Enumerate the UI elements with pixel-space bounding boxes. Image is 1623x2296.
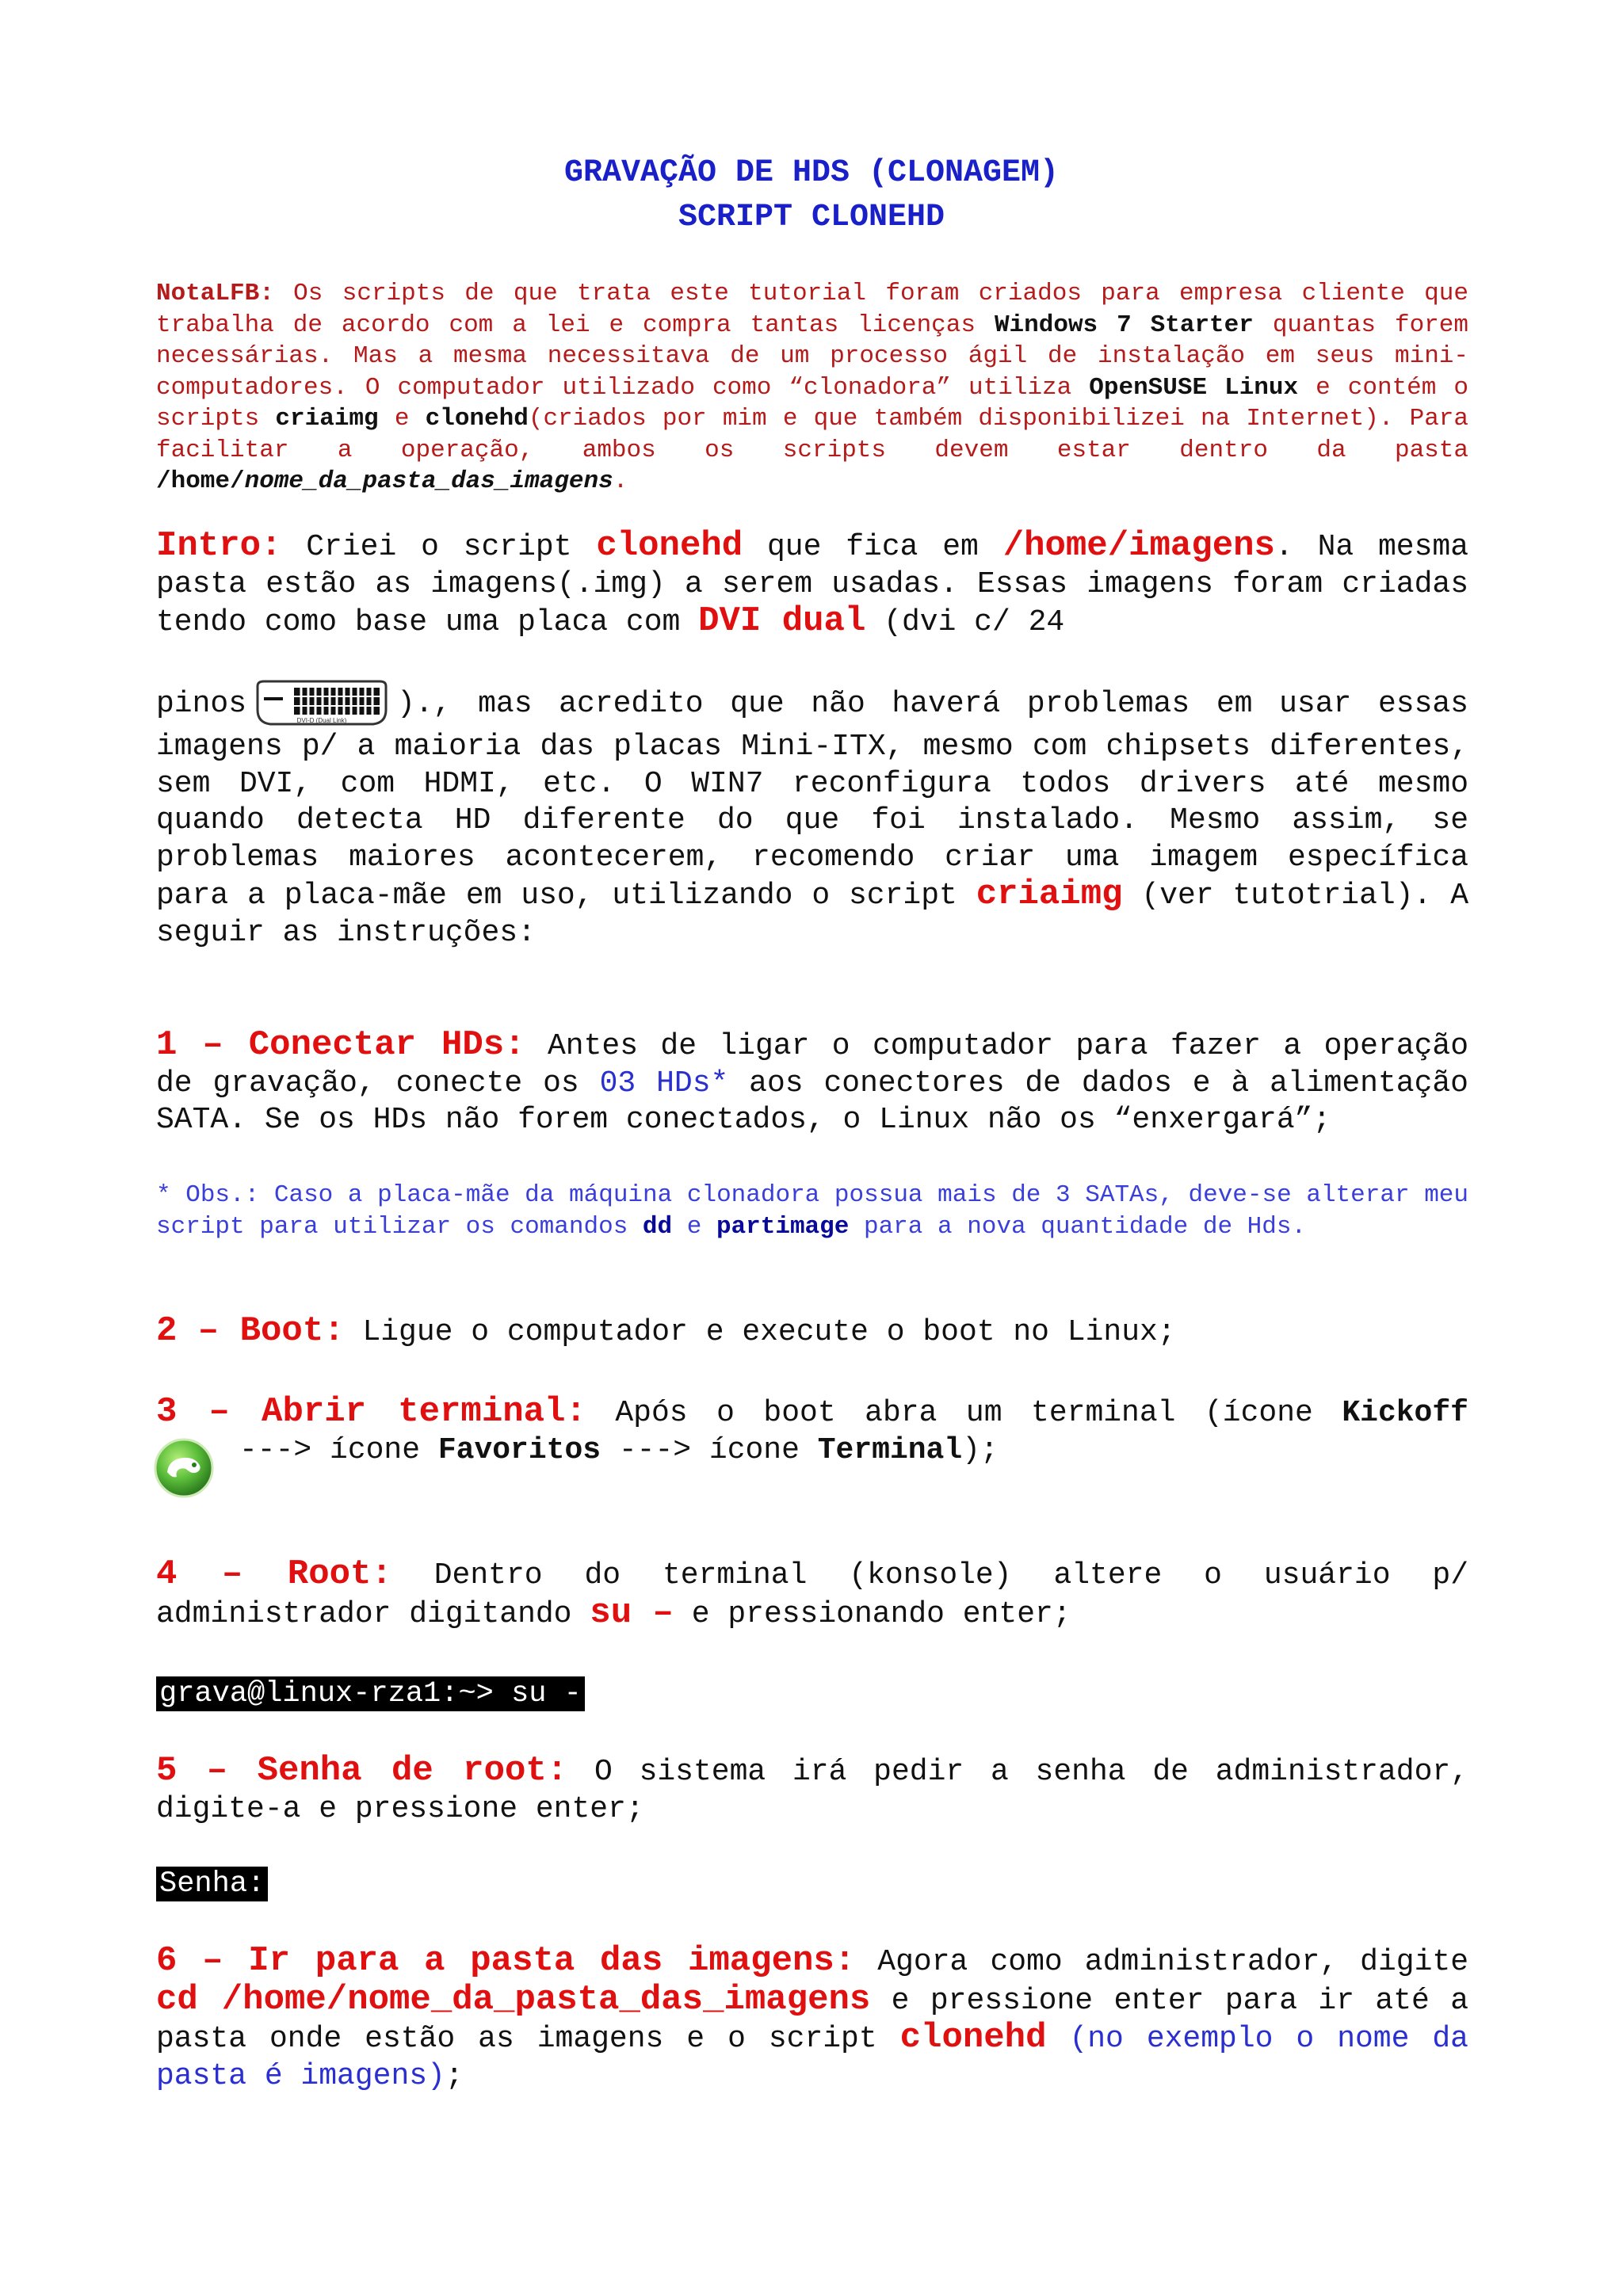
hd-count: 03 HDs* xyxy=(599,1066,729,1100)
script-criaimg: criaimg xyxy=(275,405,379,433)
command-cd: cd /home/nome_da_pasta_das_imagens xyxy=(156,1979,871,2019)
step-3: 3 – Abrir terminal: Após o boot abra um terminal (ícone Kickoff ---> ícone Favoritos ---> ícone Terminal); xyxy=(156,1392,1468,1467)
step-6-label: 6 – Ir para a pasta das imagens: xyxy=(156,1941,856,1981)
intro-script: clonehd xyxy=(596,526,743,566)
dvi-caption: DVI-D (Dual Link) xyxy=(296,717,347,724)
step-4-label: 4 – Root: xyxy=(156,1554,392,1594)
os-name: OpenSUSE Linux xyxy=(1089,373,1299,402)
document-title: GRAVAÇÃO DE HDS (CLONAGEM) xyxy=(563,155,1060,191)
dvi-connector-icon xyxy=(246,678,397,729)
note-paragraph: NotaLFB: Os scripts de que trata este tutorial foram criados para empresa cliente que trabalha de acordo com a lei e compra tantas licenças Windows 7 Starter quantas forem necessárias. Mas a mesma necessitava de um processo ágil de instalação em seus mini-computadores. O computador utilizado como “clonadora” utiliza OpenSUSE Linux e contém o scripts criaimg e clonehd(criados por mim e que também disponibilizei na Internet). Para facilitar a operação, ambos os scripts devem estar dentro da pasta /home/nome_da_pasta_das_imagens. xyxy=(156,280,1469,495)
folder-path: /home/ xyxy=(156,467,245,495)
script-clonehd: clonehd xyxy=(425,405,529,433)
step-2-label: 2 – Boot: xyxy=(156,1311,345,1351)
intro-label: Intro: xyxy=(156,526,282,566)
intro-continuation: pinos DVI-D (Dual Link) )., mas acredito que não haverá problemas em usar essas imagens p/ a maioria das placas Mini-ITX, mesmo com chipsets diferentes, sem DVI, com HDMI, etc. O WIN7 reconfigura todos drivers até mesmo quando detecta HD diferente do que foi instalado. Mesmo assim, se problemas maiores acontecerem, recomendo criar uma imagem específica para a placa-mãe em uso, utilizando o script criaimg (ver tutotrial). A seguir as instruções: xyxy=(156,678,1468,952)
kickoff-gecko-icon xyxy=(153,1437,215,1499)
command-dd: dd xyxy=(642,1212,673,1241)
step-2: 2 – Boot: Ligue o computador e execute o boot no Linux; xyxy=(156,1311,1176,1351)
folder-path-name: nome_da_pasta_das_imagens xyxy=(244,467,613,495)
folder-example: (no exemplo o nome da pasta é imagens) xyxy=(156,2022,1468,2093)
command-partimage: partimage xyxy=(716,1212,850,1241)
intro-paragraph: Intro: Criei o script clonehd que fica em /home/imagens. Na mesma pasta estão as imagens(.img) a serem usadas. Essas imagens foram criadas tendo como base uma placa com DVI dual (dvi c/ 24 xyxy=(156,526,1469,641)
step-4: 4 – Root: Dentro do terminal (konsole) altere o usuário p/ administrador digitando su – e pressionando enter; xyxy=(156,1554,1469,1633)
windows-edition: Windows 7 Starter xyxy=(994,311,1254,339)
step-5-label: 5 – Senha de root: xyxy=(156,1751,568,1791)
intro-dvi: DVI dual xyxy=(698,601,866,641)
step-6-script: clonehd xyxy=(899,2018,1047,2058)
step-1: 1 – Conectar HDs: Antes de ligar o computador para fazer a operação de gravação, conecte os 03 HDs* aos conectores de dados e à alimentação SATA. Se os HDs não forem conectados, o Linux não os “enxergará”; xyxy=(156,1025,1468,1137)
command-su: su – xyxy=(590,1592,674,1633)
note-label: NotaLFB: xyxy=(156,280,274,307)
step-1-label: 1 – Conectar HDs: xyxy=(156,1025,525,1065)
step-3-label: 3 – Abrir terminal: xyxy=(156,1392,586,1432)
step-6: 6 – Ir para a pasta das imagens: Agora como administrador, digite cd /home/nome_da_pasta_das_imagens e pressione enter para ir até a pasta onde estão as imagens e o script clonehd (no exemplo o nome da pasta é imagens); xyxy=(156,1941,1468,2093)
terminal-label: Terminal xyxy=(817,1432,963,1467)
intro-path: /home/imagens xyxy=(1002,526,1275,566)
document-subtitle: SCRIPT CLONEHD xyxy=(678,200,945,235)
terminal-line-su: grava@linux-rza1:~> su - xyxy=(156,1676,585,1711)
kickoff-label: Kickoff xyxy=(1342,1396,1468,1430)
terminal-line-senha: Senha: xyxy=(156,1867,268,1901)
step-1-note: * Obs.: Caso a placa-mãe da máquina clonadora possua mais de 3 SATAs, deve-se alterar meu script para utilizar os comandos dd e partimage para a nova quantidade de Hds. xyxy=(156,1181,1468,1241)
intro-script-criaimg: criaimg xyxy=(976,875,1123,914)
favoritos-label: Favoritos xyxy=(437,1432,601,1467)
step-5: 5 – Senha de root: O sistema irá pedir a senha de administrador, digite-a e pressione enter; xyxy=(156,1751,1468,1826)
